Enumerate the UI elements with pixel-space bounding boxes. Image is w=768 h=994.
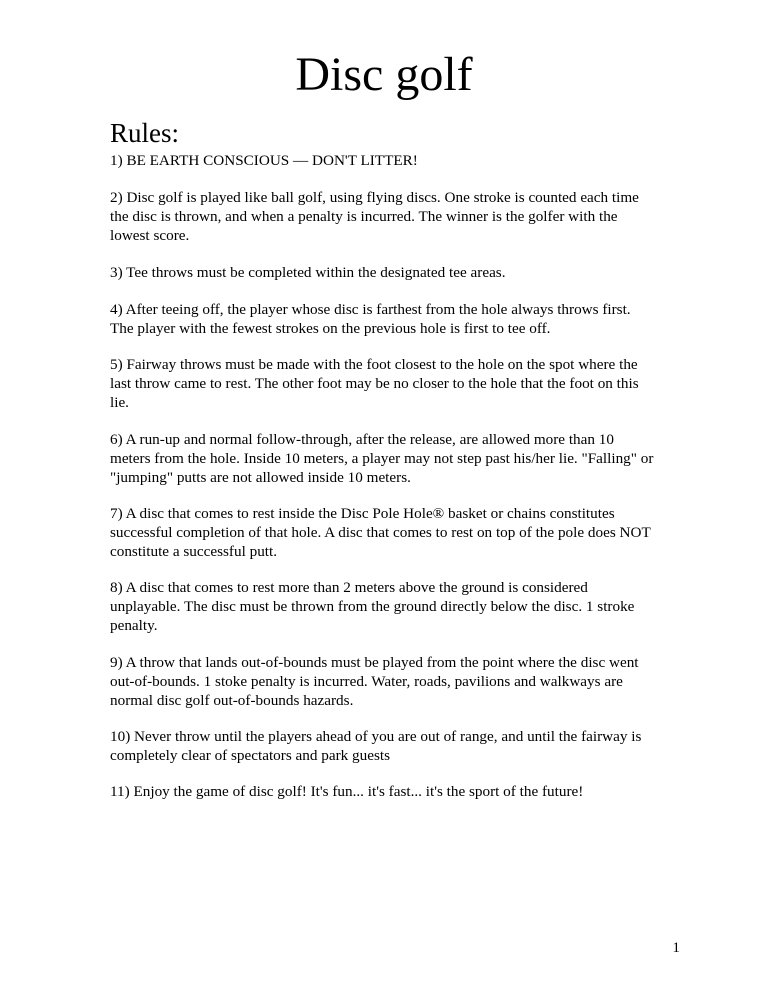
rule-11: 11) Enjoy the game of disc golf! It's fun... it's fast... it's the sport of the future! [110, 783, 584, 800]
rule-9: 9) A throw that lands out-of-bounds must be played from the point where the disc went out-of-bounds. 1 stoke penalty is incurred. Water, roads, pavilions and walkways are normal disc golf out-of-bounds hazards. [110, 654, 639, 709]
rule-8: 8) A disc that comes to rest more than 2 meters above the ground is considered unplayable. The disc must be thrown from the ground directly below the disc. 1 stroke penalty. [110, 579, 635, 634]
rules-heading: Rules: [110, 118, 180, 148]
rule-2: 2) Disc golf is played like ball golf, using flying discs. One stroke is counted each time the disc is thrown, and when a penalty is incurred. The winner is the golfer with the lowest score. [110, 189, 639, 244]
rule-7: 7) A disc that comes to rest inside the Disc Pole Hole® basket or chains constitutes successful completion of that hole. A disc that comes to rest on top of the pole does NOT constitute a successful putt. [110, 505, 651, 560]
page-number: 1 [672, 939, 680, 956]
rule-1: 1) BE EARTH CONSCIOUS — DON'T LITTER! [110, 152, 418, 169]
rule-6: 6) A run-up and normal follow-through, after the release, are allowed more than 10 meters from the hole. Inside 10 meters, a player may not step past his/her lie. "Falling" or "jumping" putts are not allowed inside 10 meters. [110, 431, 654, 486]
document-title: Disc golf [295, 48, 473, 101]
rule-3: 3) Tee throws must be completed within the designated tee areas. [110, 264, 506, 281]
rule-10: 10) Never throw until the players ahead of you are out of range, and until the fairway is completely clear of spectators and park guests [110, 728, 642, 764]
rule-5: 5) Fairway throws must be made with the foot closest to the hole on the spot where the last throw came to rest. The other foot may be no closer to the hole that the foot on this lie. [110, 356, 639, 411]
rule-4: 4) After teeing off, the player whose disc is farthest from the hole always throws first. The player with the fewest strokes on the previous hole is first to tee off. [110, 301, 631, 337]
